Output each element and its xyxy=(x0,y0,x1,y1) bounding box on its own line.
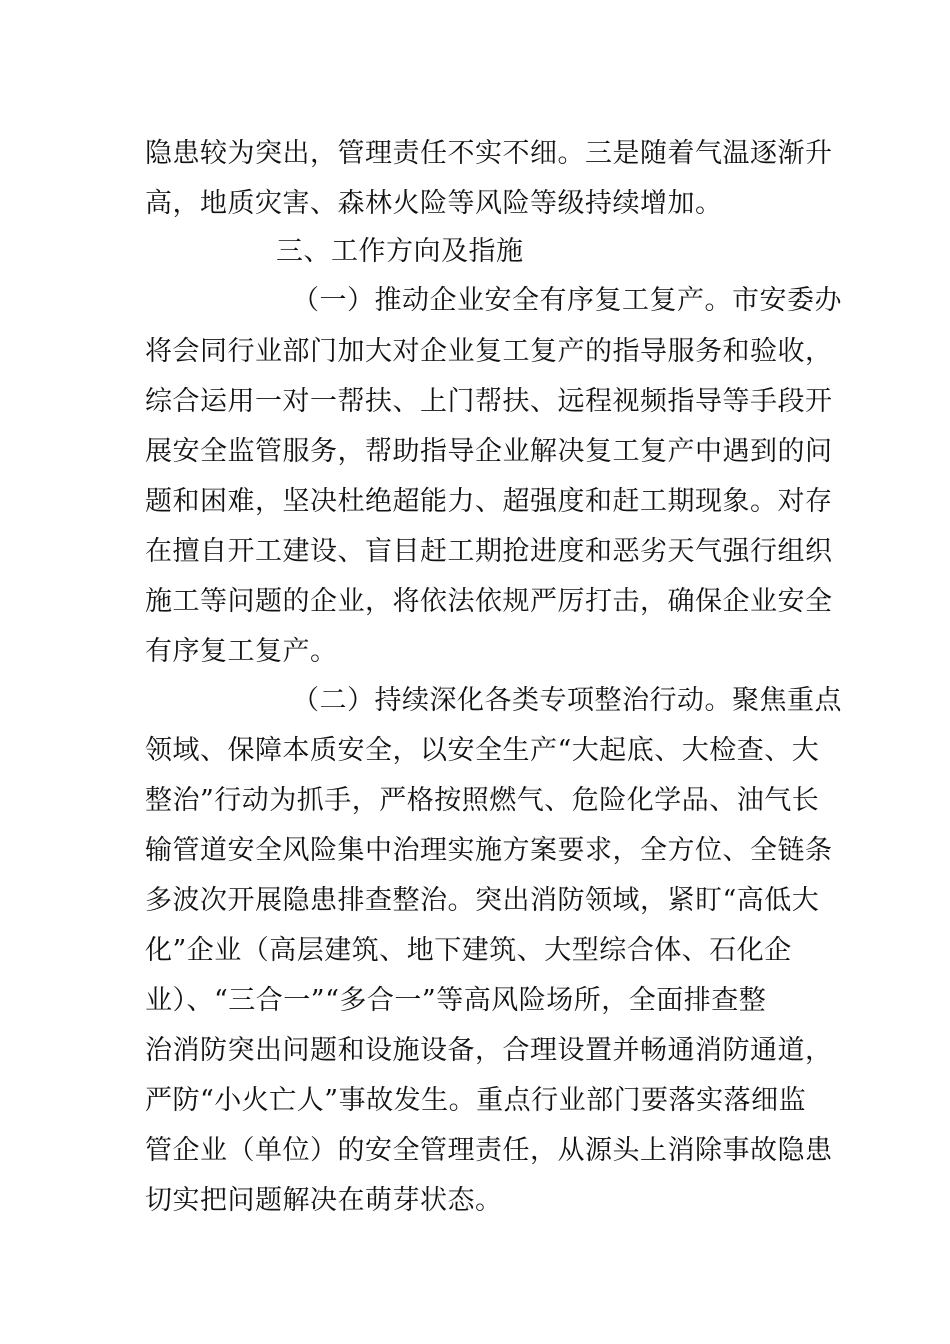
text-line: 化”企业（高层建筑、地下建筑、大型综合体、石化企 xyxy=(145,935,792,966)
text-line: 施工等问题的企业，将依法依规严厉打击，确保企业安全 xyxy=(145,586,833,617)
text-line: 切实把问题解决在萌芽状态。 xyxy=(145,1185,503,1216)
text-line: 有序复工复产。 xyxy=(145,636,338,667)
subsection-heading: （二）持续深化各类专项整治行动。聚焦重点 xyxy=(292,685,842,716)
section-heading: 三、工作方向及指施 xyxy=(276,236,524,267)
text-line: 治消防突出问题和设施设备，合理设置并畅通消防通道， xyxy=(145,1035,833,1066)
text-line: 高，地质灾害、森林火险等风险等级持续增加。 xyxy=(145,188,723,219)
text-line: 管企业（单位）的安全管理责任，从源头上消除事故隐患 xyxy=(145,1135,833,1166)
subsection-heading: （一）推动企业安全有序复工复产。市安委办 xyxy=(292,285,842,316)
text-line: 隐患较为突出，管理责任不实不细。三是随着气温逐渐升 xyxy=(145,138,833,169)
text-line: 多波次开展隐患排查整治。突出消防领域，紧盯“高低大 xyxy=(145,885,820,916)
text-line: 整治”行动为抓手，严格按照燃气、危险化学品、油气长 xyxy=(145,785,820,816)
text-line: 题和困难，坚决杜绝超能力、超强度和赶工期现象。对存 xyxy=(145,486,833,517)
text-line: 业）、“三合一”“多合一”等高风险场所，全面排查整 xyxy=(145,985,767,1016)
text-line: 输管道安全风险集中治理实施方案要求，全方位、全链条 xyxy=(145,835,833,866)
text-line: 在擅自开工建设、盲目赶工期抢进度和恶劣天气强行组织 xyxy=(145,536,833,567)
text-line: 严防“小火亡人”事故发生。重点行业部门要落实落细监 xyxy=(145,1085,807,1116)
text-line: 综合运用一对一帮扶、上门帮扶、远程视频指导等手段开 xyxy=(145,386,833,417)
text-line: 展安全监管服务，帮助指导企业解决复工复产中遇到的问 xyxy=(145,436,833,467)
text-line: 领域、保障本质安全，以安全生产“大起底、大检查、大 xyxy=(145,735,820,766)
text-line: 将会同行业部门加大对企业复工复产的指导服务和验收， xyxy=(145,336,833,367)
